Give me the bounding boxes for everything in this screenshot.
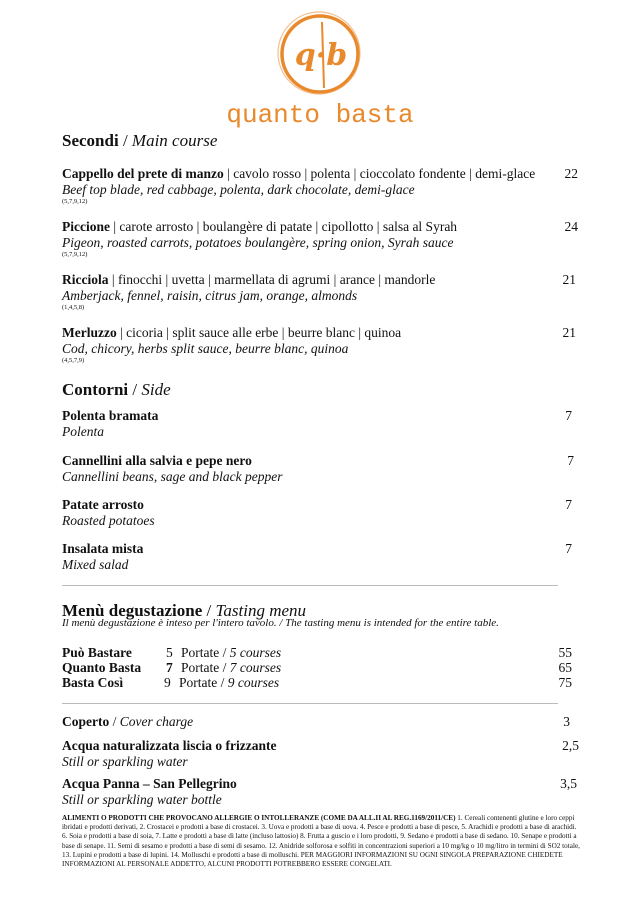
divider <box>62 585 558 586</box>
item-price: 21 <box>562 325 576 340</box>
tasting-portate: Portate / <box>181 645 230 660</box>
item-translation: Pigeon, roasted carrots, potatoes boulangère, spring onion, Syrah sauce <box>62 235 454 250</box>
item-name: Ricciola <box>62 272 109 287</box>
item-ingredients: | carote arrosto | boulangère di patate | cipollotto | salsa al Syrah <box>109 219 458 234</box>
extra-item <box>62 776 237 808</box>
tasting-portate: Portate / <box>179 675 228 690</box>
item-allergens: (1,4,5,8) <box>62 304 85 311</box>
item-allergens: (4,5,7,9) <box>62 357 85 364</box>
item-translation: Still or sparkling water bottle <box>62 792 222 807</box>
allergen-heading: ALIMENTI O PRODOTTI CHE PROVOCANO ALLERGIE O INTOLLERANZE (COME DA ALL.II AL REG.1169/2011/CE) <box>62 814 456 822</box>
item-price: 7 <box>565 408 572 423</box>
tasting-name: Quanto Basta <box>62 660 142 675</box>
svg-text:q·b: q·b <box>294 38 348 73</box>
item-name: Acqua naturalizzata liscia o frizzante <box>62 738 277 753</box>
item-ingredients: | finocchi | uvetta | marmellata di agrumi | arance | mandorle <box>108 272 436 287</box>
menu-item <box>62 408 158 440</box>
menu-item <box>62 497 155 529</box>
item-name: Insalata mista <box>62 541 144 556</box>
item-translation: Roasted potatoes <box>62 513 155 528</box>
item-price: 7 <box>567 453 574 468</box>
tasting-price: 65 <box>558 660 572 675</box>
item-price: 7 <box>565 541 572 556</box>
tasting-courses: 5 courses <box>229 645 282 660</box>
tasting-courses: 9 courses <box>227 675 280 690</box>
separator: / <box>128 380 142 399</box>
tasting-note: Il menù degustazione è inteso per l'intero tavolo. / The tasting menu is intended for the entire table. <box>62 617 499 629</box>
section-title-en: Tasting menu <box>215 601 307 620</box>
item-name: Piccione <box>62 219 110 234</box>
divider <box>62 703 558 704</box>
separator: / <box>118 131 132 150</box>
allergen-body: 1. Cereali contenenti glutine e loro ceppi ibridati e prodotti derivati, 2. Crostacei e prodotti a base di crostacei. 3. Uova e prodotti a base di uova. 4. Pesce e prodotti a base di pesce, 5. Arachidi e prodotti a base di arachidi. 6. Soia e prodotti a base di soia, 7. Latte e prodotti a base di latte (incluso lattosio) 8. Frutta a guscio e i loro prodotti, 9. Sedano e prodotti a base di sedano. 10. Senape e prodotti a base di senape. 11. Semi di sesamo e prodotti a base di semi di sesamo. 12. Anidride solforosa e solfiti in concentrazioni superiori a 10 mg/kg o 10 mg/litro in termini di SO2 totale, 13. Lupini e prodotti a base di lupini. 14. Molluschi e prodotti a base di molluschi. PER MAGGIORI INFORMAZIONI SU OGNI SINGOLA PREPARAZIONE CHIEDETE INFORMAZIONI AL PERSONALE ADDETTO, ALCUNI PRODOTTI POTREBBERO ESSERE CONGELATI. <box>62 814 580 869</box>
menu-item <box>62 272 435 311</box>
item-name: Coperto <box>62 714 110 729</box>
item-allergens: (5,7,9,12) <box>62 198 88 205</box>
separator: / <box>109 714 120 729</box>
section-title-it: Contorni <box>62 380 129 399</box>
menu-item <box>62 219 457 258</box>
section-title-en: Main course <box>131 131 218 150</box>
item-name: Polenta bramata <box>62 408 159 423</box>
item-price: 24 <box>564 219 578 234</box>
tasting-portate: Portate / <box>181 660 230 675</box>
item-translation: Cover charge <box>119 714 194 729</box>
section-title-en: Side <box>141 380 171 399</box>
menu-item <box>62 166 535 205</box>
item-price: 3,5 <box>560 776 577 791</box>
item-ingredients: | cavolo rosso | polenta | cioccolato fondente | demi-glace <box>223 166 536 181</box>
logo-circle-icon <box>272 8 368 98</box>
item-price: 7 <box>565 497 572 512</box>
item-translation: Still or sparkling water <box>62 754 188 769</box>
item-translation: Cod, chicory, herbs split sauce, beurre blanc, quinoa <box>62 341 349 356</box>
tasting-name: Può Bastare <box>62 645 132 660</box>
item-ingredients: | cicoria | split sauce alle erbe | beurre blanc | quinoa <box>116 325 402 340</box>
extra-item <box>62 738 276 770</box>
brand-name: quanto basta <box>226 100 414 130</box>
section-title-it: Menù degustazione <box>62 601 203 620</box>
tasting-count: 5 <box>166 645 173 660</box>
item-price: 2,5 <box>562 738 579 753</box>
tasting-count: 9 <box>164 675 171 690</box>
menu-item <box>62 541 143 573</box>
menu-item <box>62 453 282 485</box>
item-price: 3 <box>563 714 570 729</box>
item-name: Cappello del prete di manzo <box>62 166 224 181</box>
item-name: Acqua Panna – San Pellegrino <box>62 776 237 791</box>
extra-item <box>62 714 193 730</box>
item-allergens: (5,7,9,12) <box>62 251 88 258</box>
tasting-price: 55 <box>558 645 572 660</box>
tasting-courses: 7 courses <box>229 660 282 675</box>
tasting-price: 75 <box>558 675 572 690</box>
item-translation: Mixed salad <box>62 557 129 572</box>
tasting-name: Basta Così <box>62 675 124 690</box>
item-name: Cannellini alla salvia e pepe nero <box>62 453 252 468</box>
menu-item <box>62 325 401 364</box>
separator: / <box>202 601 216 620</box>
logo <box>0 8 640 98</box>
section-title-secondi <box>62 131 217 151</box>
item-translation: Beef top blade, red cabbage, polenta, dark chocolate, demi-glace <box>62 182 415 197</box>
allergen-footnote <box>62 814 582 869</box>
item-price: 22 <box>564 166 578 181</box>
section-title-it: Secondi <box>62 131 119 150</box>
item-name: Merluzzo <box>62 325 117 340</box>
item-translation: Amberjack, fennel, raisin, citrus jam, orange, almonds <box>62 288 358 303</box>
item-name: Patate arrosto <box>62 497 144 512</box>
item-translation: Cannellini beans, sage and black pepper <box>62 469 283 484</box>
item-translation: Polenta <box>62 424 104 439</box>
section-title-contorni <box>62 380 171 400</box>
item-price: 21 <box>562 272 576 287</box>
tasting-count: 7 <box>166 660 173 675</box>
